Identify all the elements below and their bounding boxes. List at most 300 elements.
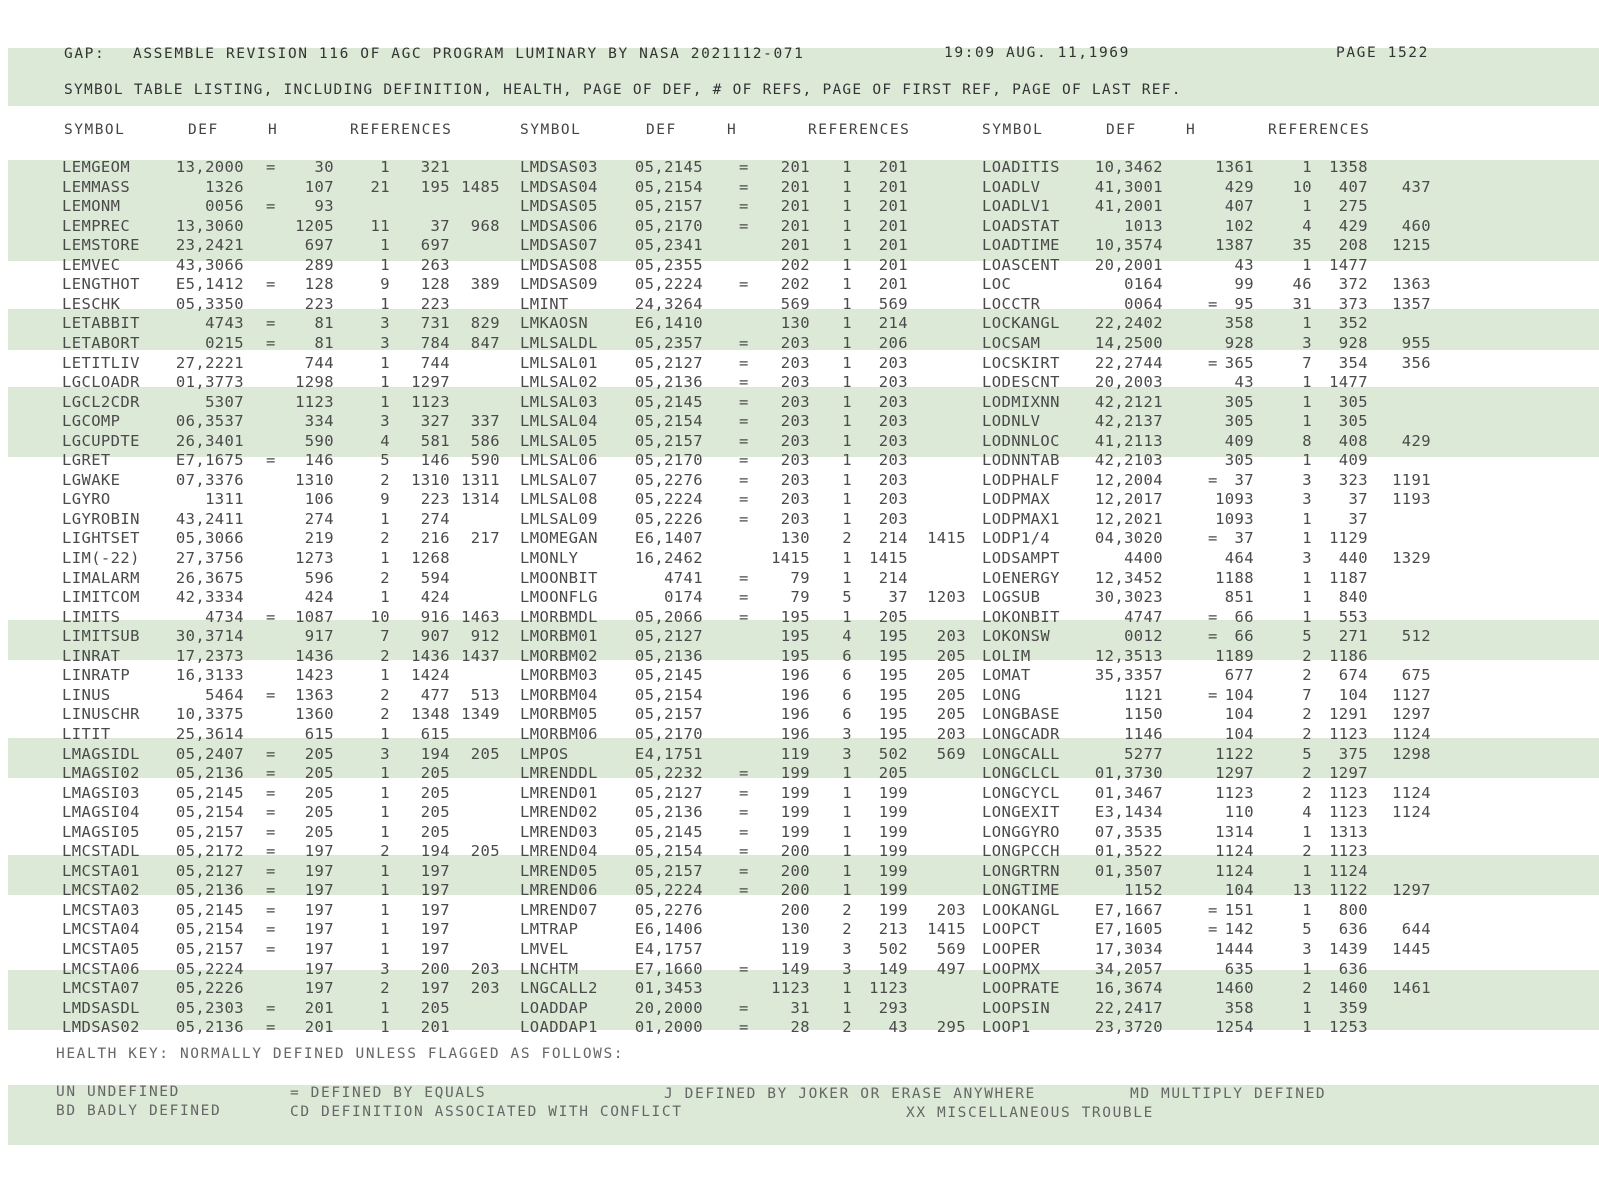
cell-health: =	[1208, 685, 1218, 704]
cell-symbol: LOCKANGL	[982, 314, 1060, 333]
cell-def: 13,3060	[175, 216, 244, 235]
cell-first-ref: 104	[1338, 685, 1368, 704]
cell-refs-count: 200	[780, 842, 810, 861]
cell-health: =	[739, 607, 749, 626]
cell-def: 0056	[205, 197, 244, 216]
cell-ref-count: 1	[380, 666, 390, 685]
cell-ref-count: 1	[1302, 373, 1312, 392]
cell-symbol: LEMSTORE	[62, 236, 140, 255]
table-row	[0, 880, 1599, 900]
cell-first-ref: 440	[1338, 549, 1368, 567]
cell-refs-count: 590	[304, 431, 334, 450]
table-row	[0, 157, 1599, 177]
cell-ref-count: 1	[1302, 900, 1312, 919]
cell-first-ref: 636	[1338, 959, 1368, 978]
cell-refs-count: 1093	[1215, 509, 1254, 528]
cell-ref-count: 1	[380, 724, 390, 743]
cell-refs-count: 851	[1224, 588, 1254, 607]
cell-ref-count: 3	[1302, 490, 1312, 509]
cell-symbol: LODP1/4	[982, 529, 1051, 548]
cell-refs-count: 305	[1224, 451, 1254, 470]
cell-first-ref: 128	[420, 275, 450, 294]
table-row	[0, 998, 1599, 1018]
cell-first-ref: 205	[420, 822, 450, 841]
col-header-references: REFERENCES	[350, 122, 453, 138]
cell-refs-count: 146	[304, 451, 334, 470]
cell-refs-count: 196	[780, 705, 810, 724]
cell-def: 16,2462	[634, 549, 703, 567]
cell-last-ref: 295	[936, 1018, 966, 1037]
cell-health: =	[739, 158, 749, 176]
cell-ref-count: 2	[842, 900, 852, 919]
cell-last-ref: 1203	[927, 588, 966, 607]
cell-first-ref: 1123	[1329, 842, 1368, 861]
cell-ref-count: 1	[842, 490, 852, 509]
cell-last-ref: 205	[936, 646, 966, 665]
cell-first-ref: 429	[1338, 216, 1368, 235]
cell-symbol: LOADDAP1	[520, 1018, 598, 1037]
cell-ref-count: 5	[1302, 627, 1312, 646]
cell-first-ref: 149	[878, 959, 908, 978]
cell-def: 10,3574	[1094, 236, 1163, 255]
cell-last-ref: 1127	[1392, 685, 1431, 704]
cell-first-ref: 409	[1338, 451, 1368, 470]
cell-ref-count: 46	[1292, 275, 1312, 294]
cell-symbol: LONGCLCL	[982, 764, 1060, 783]
cell-symbol: LOMAT	[982, 666, 1031, 685]
cell-first-ref: 197	[420, 940, 450, 958]
cell-ref-count: 1	[380, 588, 390, 607]
cell-first-ref: 208	[1338, 236, 1368, 255]
cell-ref-count: 1	[842, 431, 852, 450]
cell-ref-count: 1	[842, 294, 852, 313]
cell-symbol: LMLSAL08	[520, 490, 598, 509]
cell-refs-count: 1297	[1215, 764, 1254, 783]
table-row	[0, 372, 1599, 392]
cell-ref-count: 1	[842, 353, 852, 372]
cell-ref-count: 1	[842, 451, 852, 470]
cell-refs-count: 199	[780, 783, 810, 802]
cell-symbol: LIMALARM	[62, 568, 140, 587]
cell-symbol: LMONLY	[520, 549, 579, 567]
cell-refs-count: 199	[780, 803, 810, 822]
cell-def: 13,2000	[175, 158, 244, 176]
cell-symbol: LODSAMPT	[982, 549, 1060, 567]
cell-first-ref: 1253	[1329, 1018, 1368, 1037]
cell-ref-count: 3	[1302, 333, 1312, 352]
cell-symbol: LMREND07	[520, 900, 598, 919]
cell-ref-count: 2	[1302, 646, 1312, 665]
cell-def: 05,2303	[175, 998, 244, 1017]
cell-def: 05,2145	[634, 158, 703, 176]
cell-ref-count: 2	[842, 920, 852, 939]
cell-first-ref: 407	[1338, 177, 1368, 196]
cell-first-ref: 203	[878, 490, 908, 509]
cell-health: =	[739, 1018, 749, 1037]
cell-health: =	[266, 998, 276, 1017]
cell-first-ref: 199	[878, 881, 908, 900]
cell-ref-count: 1	[1302, 255, 1312, 274]
cell-def: 05,2066	[634, 607, 703, 626]
cell-refs-count: 43	[1234, 373, 1254, 392]
cell-symbol: LMCSTA06	[62, 959, 140, 978]
cell-ref-count: 1	[1302, 197, 1312, 216]
cell-symbol: LMAGSIDL	[62, 744, 140, 763]
cell-symbol: LMCSTA07	[62, 979, 140, 998]
cell-health: =	[266, 900, 276, 919]
cell-first-ref: 205	[420, 803, 450, 822]
cell-def: 05,2154	[634, 412, 703, 431]
cell-def: 41,2001	[1094, 197, 1163, 216]
cell-ref-count: 1	[1302, 412, 1312, 431]
cell-first-ref: 205	[420, 998, 450, 1017]
cell-ref-count: 1	[842, 197, 852, 216]
cell-first-ref: 1129	[1329, 529, 1368, 548]
cell-first-ref: 201	[878, 275, 908, 294]
cell-def: 1013	[1124, 216, 1163, 235]
cell-symbol: LODNNLOC	[982, 431, 1060, 450]
cell-symbol: LEMGEOM	[62, 158, 131, 176]
cell-first-ref: 928	[1338, 333, 1368, 352]
cell-first-ref: 840	[1338, 588, 1368, 607]
cell-first-ref: 223	[420, 294, 450, 313]
cell-first-ref: 199	[878, 900, 908, 919]
cell-refs-count: 66	[1234, 627, 1254, 646]
cell-symbol: LMORBM01	[520, 627, 598, 646]
cell-last-ref: 497	[936, 959, 966, 978]
cell-refs-count: 197	[304, 861, 334, 880]
cell-ref-count: 1	[380, 900, 390, 919]
cell-symbol: LMLSAL05	[520, 431, 598, 450]
cell-symbol: LEMONM	[62, 197, 121, 216]
cell-last-ref: 1124	[1392, 803, 1431, 822]
cell-refs-count: 201	[780, 197, 810, 216]
cell-first-ref: 477	[420, 685, 450, 704]
table-row	[0, 665, 1599, 685]
table-row	[0, 861, 1599, 881]
col-header-symbol: SYMBOL	[64, 122, 126, 138]
cell-first-ref: 194	[420, 842, 450, 861]
cell-first-ref: 263	[420, 255, 450, 274]
cell-def: E6,1410	[634, 314, 703, 333]
cell-def: 05,2341	[634, 236, 703, 255]
cell-first-ref: 203	[878, 373, 908, 392]
cell-first-ref: 197	[420, 861, 450, 880]
cell-refs-count: 596	[304, 568, 334, 587]
cell-refs-count: 130	[780, 314, 810, 333]
cell-first-ref: 205	[420, 764, 450, 783]
table-row	[0, 783, 1599, 803]
cell-def: 43,3066	[175, 255, 244, 274]
cell-first-ref: 907	[420, 627, 450, 646]
cell-def: 05,2224	[634, 881, 703, 900]
cell-refs-count: 203	[780, 353, 810, 372]
col-header-def: DEF	[1106, 122, 1137, 138]
col-header-def: DEF	[646, 122, 677, 138]
cell-health: =	[739, 197, 749, 216]
cell-first-ref: 37	[1348, 509, 1368, 528]
cell-ref-count: 1	[380, 783, 390, 802]
cell-symbol: LMDSAS05	[520, 197, 598, 216]
cell-health: =	[266, 275, 276, 294]
cell-ref-count: 1	[380, 236, 390, 255]
cell-refs-count: 203	[780, 509, 810, 528]
cell-symbol: LMLSAL02	[520, 373, 598, 392]
cell-def: 05,2136	[634, 803, 703, 822]
cell-last-ref: 1297	[1392, 881, 1431, 900]
cell-symbol: LMOONFLG	[520, 588, 598, 607]
cell-ref-count: 1	[1302, 392, 1312, 411]
cell-first-ref: 195	[420, 177, 450, 196]
cell-ref-count: 1	[1302, 861, 1312, 880]
cell-ref-count: 2	[380, 529, 390, 548]
cell-refs-count: 203	[780, 333, 810, 352]
cell-refs-count: 1123	[771, 979, 810, 998]
cell-refs-count: 305	[1224, 392, 1254, 411]
cell-ref-count: 6	[842, 646, 852, 665]
cell-refs-count: 205	[304, 822, 334, 841]
cell-last-ref: 1445	[1392, 940, 1431, 958]
cell-symbol: LMRENDDL	[520, 764, 598, 783]
cell-first-ref: 1436	[411, 646, 450, 665]
cell-refs-count: 358	[1224, 314, 1254, 333]
cell-symbol: LOOKANGL	[982, 900, 1060, 919]
cell-def: 05,2276	[634, 470, 703, 489]
cell-first-ref: 1477	[1329, 255, 1368, 274]
cell-last-ref: 1461	[1392, 979, 1431, 998]
cell-ref-count: 1	[842, 216, 852, 235]
table-row	[0, 959, 1599, 979]
cell-ref-count: 3	[842, 959, 852, 978]
cell-first-ref: 1477	[1329, 373, 1368, 392]
cell-refs-count: 1387	[1215, 236, 1254, 255]
cell-def: 05,2232	[634, 764, 703, 783]
cell-ref-count: 1	[842, 255, 852, 274]
cell-first-ref: 372	[1338, 275, 1368, 294]
cell-refs-count: 37	[1234, 529, 1254, 548]
cell-def: 05,2226	[634, 509, 703, 528]
cell-first-ref: 199	[878, 783, 908, 802]
cell-symbol: LIMITSUB	[62, 627, 140, 646]
cell-symbol: LMREND06	[520, 881, 598, 900]
cell-def: 05,2170	[634, 451, 703, 470]
cell-symbol: LONGBASE	[982, 705, 1060, 724]
table-row	[0, 392, 1599, 412]
cell-symbol: LONGEXIT	[982, 803, 1060, 822]
table-row	[0, 724, 1599, 744]
cell-first-ref: 206	[878, 333, 908, 352]
cell-symbol: LMCSTA05	[62, 940, 140, 958]
cell-symbol: LOCCTR	[982, 294, 1041, 313]
cell-def: 05,2157	[634, 431, 703, 450]
cell-refs-count: 744	[304, 353, 334, 372]
cell-symbol: LINRAT	[62, 646, 121, 665]
cell-health: =	[266, 1018, 276, 1037]
cell-first-ref: 1310	[411, 470, 450, 489]
cell-refs-count: 203	[780, 470, 810, 489]
cell-symbol: LMAGSI03	[62, 783, 140, 802]
cell-def: 05,2276	[634, 900, 703, 919]
cell-first-ref: 375	[1338, 744, 1368, 763]
cell-ref-count: 2	[380, 568, 390, 587]
cell-ref-count: 2	[380, 705, 390, 724]
cell-ref-count: 1	[1302, 158, 1312, 176]
cell-refs-count: 104	[1224, 685, 1254, 704]
cell-ref-count: 1	[842, 392, 852, 411]
cell-def: 05,2145	[634, 392, 703, 411]
cell-ref-count: 1	[380, 998, 390, 1017]
col-header-references: REFERENCES	[808, 122, 911, 138]
cell-ref-count: 1	[380, 509, 390, 528]
cell-ref-count: 1	[842, 568, 852, 587]
cell-ref-count: 1	[842, 783, 852, 802]
table-row	[0, 470, 1599, 490]
cell-ref-count: 1	[380, 920, 390, 939]
cell-last-ref: 513	[470, 685, 500, 704]
col-header-health: H	[268, 122, 279, 138]
cell-symbol: LMORBM06	[520, 724, 598, 743]
cell-first-ref: 213	[878, 920, 908, 939]
cell-last-ref: 1124	[1392, 783, 1431, 802]
cell-ref-count: 2	[1302, 764, 1312, 783]
cell-symbol: LODPMAX	[982, 490, 1051, 509]
cell-symbol: LEMVEC	[62, 255, 121, 274]
cell-symbol: LMKAOSN	[520, 314, 589, 333]
cell-last-ref: 1329	[1392, 549, 1431, 567]
cell-ref-count: 3	[842, 940, 852, 958]
cell-def: E7,1605	[1094, 920, 1163, 939]
cell-symbol: LEMMASS	[62, 177, 131, 196]
cell-symbol: LMORBM03	[520, 666, 598, 685]
cell-first-ref: 205	[878, 607, 908, 626]
cell-refs-count: 107	[304, 177, 334, 196]
cell-ref-count: 1	[842, 412, 852, 431]
cell-symbol: LENGTHOT	[62, 275, 140, 294]
cell-refs-count: 79	[790, 568, 810, 587]
cell-last-ref: 205	[936, 705, 966, 724]
cell-first-ref: 1297	[1329, 764, 1368, 783]
cell-first-ref: 271	[1338, 627, 1368, 646]
cell-health: =	[739, 431, 749, 450]
cell-first-ref: 37	[888, 588, 908, 607]
table-row	[0, 607, 1599, 627]
cell-refs-count: 1205	[295, 216, 334, 235]
cell-first-ref: 1424	[411, 666, 450, 685]
cell-def: 05,2154	[175, 803, 244, 822]
cell-last-ref: 1357	[1392, 294, 1431, 313]
cell-last-ref: 429	[1401, 431, 1431, 450]
cell-def: 26,3675	[175, 568, 244, 587]
cell-health: =	[266, 783, 276, 802]
cell-refs-count: 195	[780, 607, 810, 626]
cell-symbol: LGYRO	[62, 490, 111, 509]
cell-first-ref: 203	[878, 412, 908, 431]
cell-symbol: LONGTIME	[982, 881, 1060, 900]
table-row	[0, 587, 1599, 607]
cell-first-ref: 200	[420, 959, 450, 978]
cell-def: 35,3357	[1094, 666, 1163, 685]
cell-ref-count: 1	[380, 353, 390, 372]
cell-refs-count: 200	[780, 900, 810, 919]
cell-health: =	[739, 490, 749, 509]
cell-def: 1326	[205, 177, 244, 196]
cell-ref-count: 6	[842, 685, 852, 704]
cell-first-ref: 800	[1338, 900, 1368, 919]
cell-health: =	[266, 842, 276, 861]
cell-def: 05,2224	[634, 275, 703, 294]
cell-refs-count: 128	[304, 275, 334, 294]
cell-ref-count: 2	[380, 842, 390, 861]
cell-def: 10,3375	[175, 705, 244, 724]
cell-refs-count: 1361	[1215, 158, 1254, 176]
cell-last-ref: 569	[936, 744, 966, 763]
cell-ref-count: 7	[380, 627, 390, 646]
cell-ref-count: 10	[1292, 177, 1312, 196]
cell-first-ref: 197	[420, 979, 450, 998]
cell-refs-count: 635	[1224, 959, 1254, 978]
cell-refs-count: 365	[1224, 353, 1254, 372]
cell-symbol: LEMPREC	[62, 216, 131, 235]
cell-refs-count: 305	[1224, 412, 1254, 431]
cell-def: 05,2157	[634, 705, 703, 724]
cell-refs-count: 203	[780, 373, 810, 392]
cell-def: 16,3674	[1094, 979, 1163, 998]
cell-refs-count: 1123	[295, 392, 334, 411]
cell-symbol: LOCSAM	[982, 333, 1041, 352]
listing-title: ASSEMBLE REVISION 116 OF AGC PROGRAM LUMINARY BY NASA 2021112-071	[133, 46, 805, 62]
cell-ref-count: 3	[1302, 549, 1312, 567]
cell-refs-count: 205	[304, 783, 334, 802]
cell-ref-count: 1	[842, 881, 852, 900]
cell-refs-count: 202	[780, 255, 810, 274]
cell-symbol: LMORBM05	[520, 705, 598, 724]
cell-first-ref: 205	[420, 783, 450, 802]
cell-last-ref: 1193	[1392, 490, 1431, 509]
cell-ref-count: 9	[380, 275, 390, 294]
cell-ref-count: 9	[380, 490, 390, 509]
cell-ref-count: 1	[842, 764, 852, 783]
cell-last-ref: 968	[470, 216, 500, 235]
cell-ref-count: 1	[380, 373, 390, 392]
cell-health: =	[739, 451, 749, 470]
table-row	[0, 450, 1599, 470]
cell-ref-count: 1	[842, 275, 852, 294]
cell-refs-count: 104	[1224, 724, 1254, 743]
cell-first-ref: 1123	[1329, 783, 1368, 802]
cell-last-ref: 1437	[461, 646, 500, 665]
cell-ref-count: 5	[380, 451, 390, 470]
cell-health: =	[739, 822, 749, 841]
cell-last-ref: 1349	[461, 705, 500, 724]
table-row	[0, 1017, 1599, 1037]
cell-ref-count: 1	[842, 861, 852, 880]
cell-refs-count: 1254	[1215, 1018, 1254, 1037]
cell-symbol: LOENERGY	[982, 568, 1060, 587]
cell-first-ref: 674	[1338, 666, 1368, 685]
cell-ref-count: 1	[1302, 822, 1312, 841]
cell-refs-count: 917	[304, 627, 334, 646]
cell-health: =	[739, 764, 749, 783]
cell-ref-count: 1	[1302, 314, 1312, 333]
cell-first-ref: 197	[420, 881, 450, 900]
cell-symbol: LODPMAX1	[982, 509, 1060, 528]
cell-refs-count: 142	[1224, 920, 1254, 939]
cell-first-ref: 916	[420, 607, 450, 626]
cell-ref-count: 3	[1302, 940, 1312, 958]
cell-ref-count: 3	[842, 744, 852, 763]
table-row	[0, 704, 1599, 724]
table-row	[0, 509, 1599, 529]
